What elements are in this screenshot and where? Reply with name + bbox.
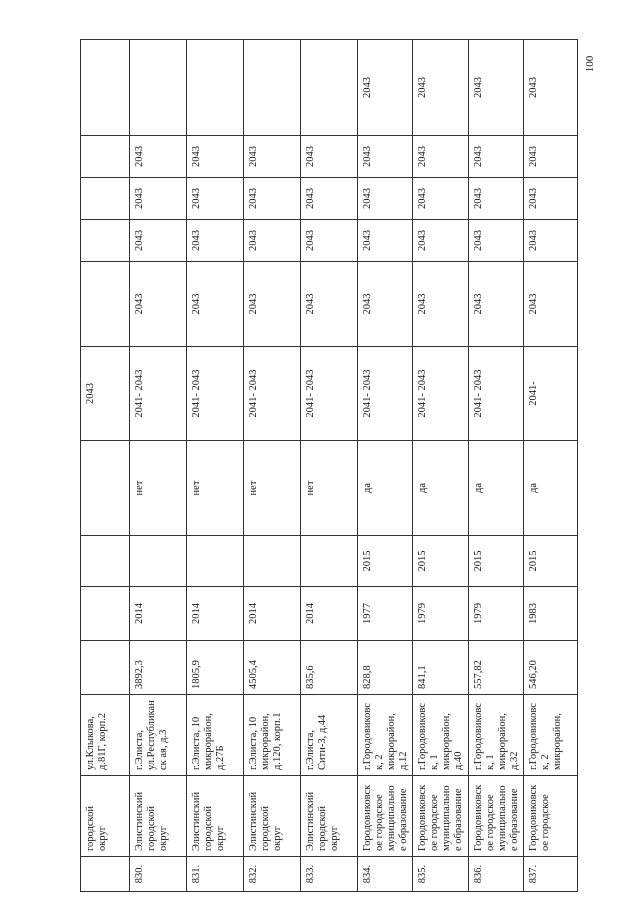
year-built-cell: 1977: [358, 587, 413, 641]
work-year-cell: [301, 40, 358, 136]
area-cell: 828,8: [358, 641, 413, 695]
work-year-cell: 2043: [413, 220, 468, 262]
year-overhaul-cell: [301, 536, 358, 587]
work-year-cell: 2043: [301, 262, 358, 347]
area-cell: 841,1: [413, 641, 468, 695]
year-built-cell: 1983: [523, 587, 577, 641]
work-year-cell: 2043: [523, 220, 577, 262]
year-built-cell: 1979: [413, 587, 468, 641]
row-number: 832.: [244, 857, 301, 892]
area-cell: 4505,4: [244, 641, 301, 695]
overhaul-need-cell: да: [413, 441, 468, 536]
year-built-cell: 2014: [187, 587, 244, 641]
table-row: [81, 40, 130, 892]
work-year-cell: 2043: [187, 178, 244, 220]
work-year-cell: [81, 262, 130, 347]
row-number: 834.: [358, 857, 413, 892]
work-year-cell: [81, 178, 130, 220]
municipality-cell: городской округ: [81, 776, 130, 857]
planned-period-cell: 2041- 2043: [244, 347, 301, 441]
registry-table: [80, 39, 578, 892]
work-year-cell: 2043: [244, 136, 301, 178]
year-overhaul-cell: [81, 536, 130, 587]
rotated-table-frame: [80, 40, 575, 892]
work-year-cell: 2043: [301, 178, 358, 220]
work-year-cell: 2043: [413, 262, 468, 347]
work-year-cell: 2043: [523, 40, 577, 136]
municipality-cell: Элистинский городской округ: [187, 776, 244, 857]
year-built-cell: 2014: [130, 587, 187, 641]
area-cell: 835,6: [301, 641, 358, 695]
planned-period-cell: 2041-: [523, 347, 577, 441]
overhaul-need-cell: нет: [130, 441, 187, 536]
area-cell: 1805,9: [187, 641, 244, 695]
work-year-cell: [81, 220, 130, 262]
municipality-cell: Элистинский городской округ: [301, 776, 358, 857]
overhaul-need-cell: нет: [301, 441, 358, 536]
area-cell: 557,82: [468, 641, 523, 695]
municipality-cell: Городовиковское городское: [523, 776, 577, 857]
municipality-cell: Городовиковское городское муниципальное образование: [358, 776, 413, 857]
row-number: 833.: [301, 857, 358, 892]
work-year-cell: 2043: [244, 262, 301, 347]
address-cell: г.Элиста, Сити-3, д.44: [301, 695, 358, 776]
row-number: 835.: [413, 857, 468, 892]
address-cell: г.Элиста, 10 микрорайон, д.27Б: [187, 695, 244, 776]
work-year-cell: 2043: [358, 40, 413, 136]
row-number: 831.: [187, 857, 244, 892]
work-year-cell: 2043: [523, 136, 577, 178]
work-year-cell: 2043: [468, 262, 523, 347]
work-year-cell: [81, 136, 130, 178]
table-row: [130, 40, 187, 892]
work-year-cell: 2043: [301, 136, 358, 178]
work-year-cell: 2043: [301, 220, 358, 262]
table-row: [187, 40, 244, 892]
year-built-cell: 1979: [468, 587, 523, 641]
address-cell: г.Городовиковск, 1 микрорайон, д.32: [468, 695, 523, 776]
municipality-cell: Элистинский городской округ: [244, 776, 301, 857]
work-year-cell: [81, 40, 130, 136]
address-cell: г.Городовиковск, 1 микрорайон, д.40: [413, 695, 468, 776]
area-cell: 3892,3: [130, 641, 187, 695]
area-cell: 546,20: [523, 641, 577, 695]
row-number: [81, 857, 130, 892]
work-year-cell: 2043: [468, 136, 523, 178]
work-year-cell: 2043: [523, 262, 577, 347]
work-year-cell: 2043: [523, 178, 577, 220]
planned-period-cell: 2041- 2043: [358, 347, 413, 441]
planned-period-cell: 2041- 2043: [301, 347, 358, 441]
address-cell: ул.Клыкова, д.81Г, корп.2: [81, 695, 130, 776]
work-year-cell: 2043: [130, 220, 187, 262]
table-row: [244, 40, 301, 892]
planned-period-cell: 2041- 2043: [130, 347, 187, 441]
work-year-cell: 2043: [413, 178, 468, 220]
registry-table-container: [80, 40, 575, 892]
address-cell: г.Городовиковск, 2 микрорайон, д.12: [358, 695, 413, 776]
overhaul-need-cell: нет: [244, 441, 301, 536]
planned-period-cell: 2041- 2043: [187, 347, 244, 441]
municipality-cell: Элистинский городской округ: [130, 776, 187, 857]
area-cell: [81, 641, 130, 695]
year-overhaul-cell: 2015: [358, 536, 413, 587]
table-row: [413, 40, 468, 892]
municipality-cell: Городовиковское городское муниципальное образование: [468, 776, 523, 857]
work-year-cell: 2043: [187, 262, 244, 347]
overhaul-need-cell: [81, 441, 130, 536]
work-year-cell: 2043: [358, 220, 413, 262]
work-year-cell: 2043: [244, 178, 301, 220]
work-year-cell: 2043: [358, 262, 413, 347]
work-year-cell: 2043: [130, 136, 187, 178]
work-year-cell: 2043: [468, 220, 523, 262]
work-year-cell: 2043: [130, 262, 187, 347]
row-number: 837.: [523, 857, 577, 892]
address-cell: г.Элиста, ул.Республиканск ая, д.3: [130, 695, 187, 776]
table-row: [523, 40, 577, 892]
municipality-cell: Городовиковское городское муниципальное образование: [413, 776, 468, 857]
year-overhaul-cell: [244, 536, 301, 587]
address-cell: г.Городовиковск, 2 микрорайон,: [523, 695, 577, 776]
overhaul-need-cell: да: [468, 441, 523, 536]
overhaul-need-cell: да: [358, 441, 413, 536]
work-year-cell: 2043: [244, 220, 301, 262]
year-overhaul-cell: 2015: [468, 536, 523, 587]
year-built-cell: [81, 587, 130, 641]
work-year-cell: 2043: [358, 178, 413, 220]
work-year-cell: 2043: [187, 136, 244, 178]
work-year-cell: 2043: [468, 40, 523, 136]
work-year-cell: [244, 40, 301, 136]
work-year-cell: 2043: [358, 136, 413, 178]
overhaul-need-cell: нет: [187, 441, 244, 536]
table-row: [468, 40, 523, 892]
row-number: 830.: [130, 857, 187, 892]
work-year-cell: 2043: [413, 40, 468, 136]
overhaul-need-cell: да: [523, 441, 577, 536]
year-overhaul-cell: 2015: [413, 536, 468, 587]
planned-period-cell: 2043: [81, 347, 130, 441]
year-built-cell: 2014: [301, 587, 358, 641]
address-cell: г.Элиста, 10 микрорайон, д.120, корп.1: [244, 695, 301, 776]
year-overhaul-cell: [187, 536, 244, 587]
work-year-cell: [187, 40, 244, 136]
table-row: [301, 40, 358, 892]
planned-period-cell: 2041- 2043: [468, 347, 523, 441]
work-year-cell: 2043: [130, 178, 187, 220]
work-year-cell: 2043: [187, 220, 244, 262]
page-number: 100: [584, 55, 596, 73]
year-built-cell: 2014: [244, 587, 301, 641]
table-body: [81, 40, 578, 892]
work-year-cell: 2043: [413, 136, 468, 178]
year-overhaul-cell: 2015: [523, 536, 577, 587]
work-year-cell: [130, 40, 187, 136]
year-overhaul-cell: [130, 536, 187, 587]
table-row: [358, 40, 413, 892]
planned-period-cell: 2041- 2043: [413, 347, 468, 441]
work-year-cell: 2043: [468, 178, 523, 220]
row-number: 836.: [468, 857, 523, 892]
